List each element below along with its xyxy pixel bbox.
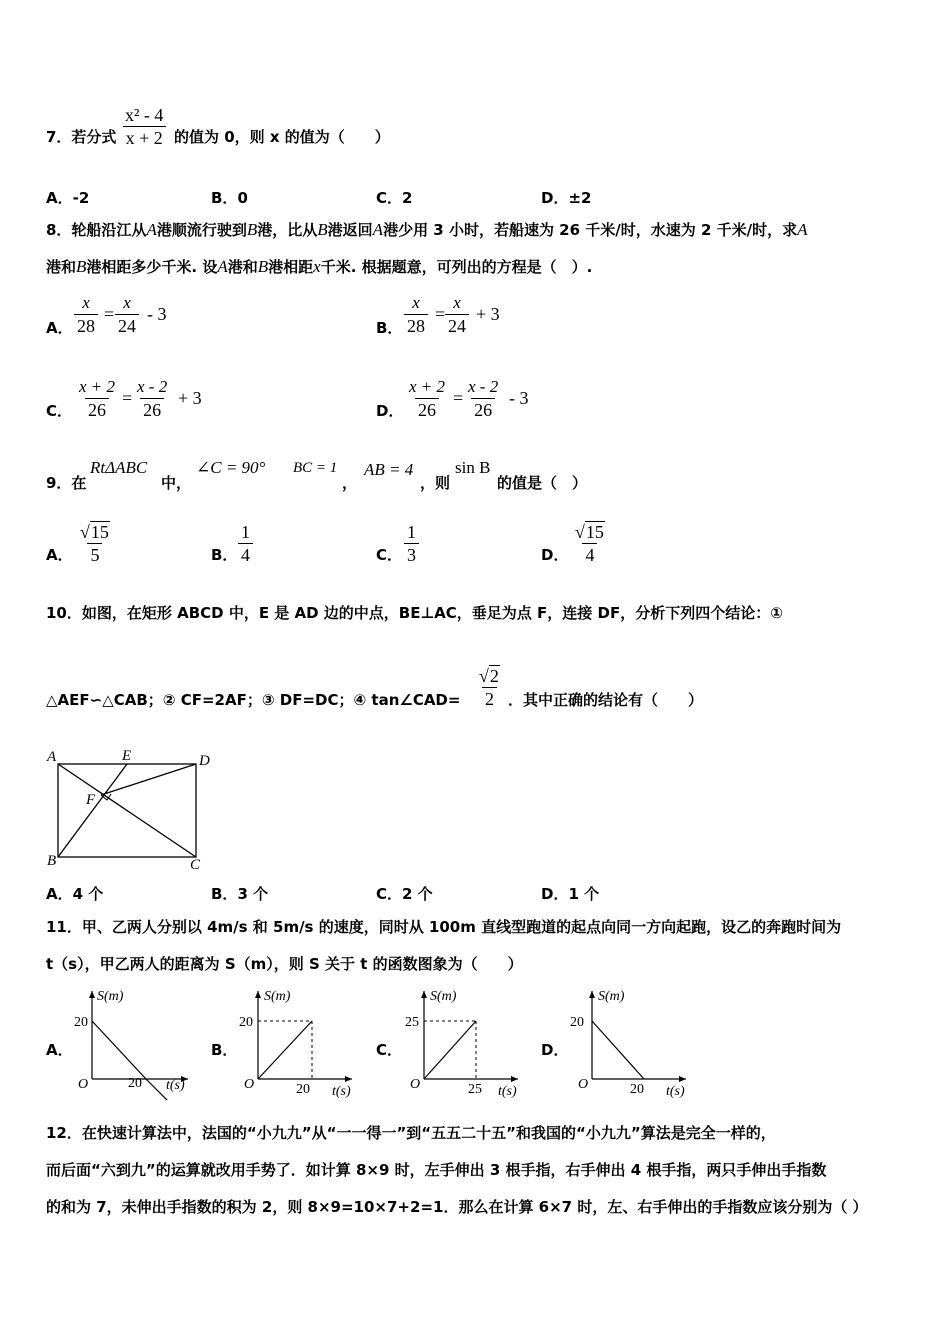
frac-num: √15 [575,522,604,542]
option-text: 4 个 [72,885,104,903]
q10-frac [476,665,503,710]
q7-option-a[interactable] [46,187,89,208]
q8-line2 [46,257,592,277]
option-text: 2 [402,189,413,207]
q9-option-a-label[interactable]: A． [46,546,73,564]
q8-option-d-label[interactable]: D． [376,402,404,420]
q8-l2-x: x [313,257,321,276]
q12-line2: 而后面“六到九”的运算就改用手势了．如计算 8×9 时，左手伸出 3 根手指，右手伸出 4 根手指，两只手伸出手指数 [46,1161,827,1179]
q8-l1b: 港顺流行驶到 [156,221,247,239]
sqrt-radicand: 2 [489,666,499,686]
q9-d-frac [572,521,608,566]
q7-fraction [122,104,166,149]
q8-l2-A: A [217,257,228,276]
q9-suffix: 的值是（ ） [497,474,588,492]
q8-a-frac1 [74,292,98,337]
equals-sign: = [122,388,133,408]
q7-frac-num: x² - 4 [125,105,164,125]
q8-l2b: 港相距多少千米. 设 [86,258,218,276]
x-label: t(s) [498,1084,517,1099]
q8-l2e: 千米. 根据题意，可列出的方程是（ ）. [320,258,593,276]
q8-b-frac2 [445,292,469,337]
y-tick: 20 [570,1015,584,1030]
y-label: S(m) [598,989,625,1004]
diagonal-ac [58,764,196,857]
frac-num: x [412,293,420,312]
y-label: S(m) [97,989,124,1004]
y-label: S(m) [264,989,291,1004]
label-f: F [86,792,96,808]
q7-frac-den: x + 2 [123,126,166,149]
q8-l2c: 港和 [227,258,258,276]
frac-num: √15 [80,522,109,542]
label-b: B [47,853,57,869]
q8-l1-B1: B [246,220,258,239]
equals-sign: = [104,304,115,324]
option-text: 1 个 [568,885,600,903]
q8-l1-A1: A [146,220,157,239]
q8-c-frac1 [76,376,118,421]
frac-num: x - 2 [137,377,168,396]
option-label: C． [376,189,403,207]
segment-be [58,764,127,857]
x-tick: 20 [128,1076,142,1091]
q8-l2a: 港和 [46,258,77,276]
x-label: t(s) [666,1084,685,1099]
q8-d-frac1 [406,376,448,421]
option-text: 2 个 [402,885,433,903]
label-c: C [190,857,201,871]
frac-den: 3 [404,543,419,566]
q7-prefix: 7．若分式 [46,128,117,146]
label-a: A [47,749,57,765]
x-tick: 20 [630,1082,644,1097]
q8-c-tail: + 3 [178,388,202,408]
q9-sinb: sin B [455,458,491,477]
q9-option-b-label[interactable]: B． [211,546,238,564]
q9-option-d-label[interactable]: D． [541,546,569,564]
origin-label: O [578,1077,589,1092]
q7-option-d[interactable] [541,187,591,208]
q8-l1a: 8．轮船沿江从 [46,221,147,239]
option-text: 3 个 [237,885,269,903]
frac-den: 28 [404,314,428,337]
graph-line-ext [146,1079,168,1100]
q7-suffix: 的值为 0，则 x 的值为（ ） [174,128,390,146]
frac-num: 1 [407,522,416,542]
q11-option-a-label[interactable]: A． [46,1041,73,1059]
frac-den: 4 [582,543,597,566]
frac-num: x - 2 [468,377,499,396]
option-text: 0 [237,189,248,207]
frac-den: 24 [445,314,469,337]
q8-l2-B: B [76,257,87,276]
q8-a-frac2 [115,292,139,337]
frac-num: x [123,293,131,312]
x-arrow [511,1076,518,1082]
q8-option-b-label[interactable]: B． [376,319,403,337]
graph-line [258,1021,312,1079]
q9-mid2: ，则 [420,474,451,492]
frac-num: x [453,293,461,312]
option-label: B． [211,189,238,207]
frac-den: 26 [415,398,439,421]
x-arrow [345,1076,352,1082]
q8-l1-A3: A [797,220,808,239]
q7-option-b[interactable] [211,187,248,208]
origin-label: O [244,1077,255,1092]
q10-line2b: ．其中正确的结论有（ ） [508,691,704,709]
option-label: D． [541,885,569,903]
q8-d-frac2 [465,376,501,421]
q11-graph-a [70,985,195,1100]
q8-l2d: 港相距 [268,258,314,276]
q8-l1c: 港，比从 [257,221,318,239]
graph-line [424,1021,476,1079]
q9-angle: ∠C = 90° [196,458,266,477]
frac-num: x + 2 [79,377,116,396]
sqrt-radicand: 15 [90,522,109,542]
x-label: t(s) [166,1078,185,1093]
y-label: S(m) [430,989,457,1004]
option-label: A． [46,189,73,207]
q12-line3: 的和为 7，未伸出手指数的积为 2，则 8×9=10×7+2=1．那么在计算 6×7 时，左、右手伸出的手指数应该分别为（ ） [46,1198,868,1216]
q8-line1 [46,220,808,240]
q10-option-d[interactable] [541,883,599,904]
frac-den: 26 [85,398,109,421]
label-d: D [199,753,210,769]
q8-l1-B2: B [317,220,328,239]
y-arrow [589,991,595,998]
origin-label: O [78,1077,89,1092]
frac-num: x [82,293,90,312]
q7-option-c[interactable] [376,187,412,208]
graph-line [92,1021,146,1079]
q9-comma: ， [342,474,358,492]
graph-line [592,1021,644,1079]
q9-mid1: 中， [161,474,192,492]
q8-option-a-label[interactable]: A． [46,319,73,337]
q9-bc: BC = 1 [293,460,338,476]
q10-line2a: △AEF∽△CAB；② CF=2AF；③ DF=DC；④ tan∠CAD= [46,691,461,709]
q8-l1e: 港少用 3 小时，若船速为 26 千米/时，水速为 2 千米/时，求 [383,221,798,239]
frac-den: 4 [238,543,253,566]
equals-sign: = [453,388,464,408]
option-text: -2 [72,189,90,207]
x-tick: 20 [296,1082,310,1097]
q11-option-c-label[interactable]: C． [376,1041,403,1059]
option-label: C． [376,885,403,903]
q8-l1-A2: A [372,220,384,239]
y-tick: 20 [74,1015,88,1030]
x-tick: 25 [468,1082,482,1097]
q10-option-c[interactable] [376,883,433,904]
q9-b-frac [238,521,253,566]
q11-line2: t（s），甲乙两人的距离为 S（m），则 S 关于 t 的函数图象为（ ） [46,955,523,973]
q9-triangle: RtΔABC [90,458,148,477]
frac-den: 24 [115,314,139,337]
q11-graph-b [234,985,359,1100]
q9-a-frac [77,521,113,566]
option-text: ±2 [568,189,592,207]
frac-den: 2 [482,687,497,710]
x-label: t(s) [332,1084,351,1099]
q10-option-a[interactable] [46,883,103,904]
frac-num: x + 2 [409,377,446,396]
y-arrow [421,991,427,998]
q12-line1: 12．在快速计算法中，法国的“小九九”从“一一得一”到“五五二十五”和我国的“小九九”算法是完全一样的， [46,1124,776,1142]
q9-option-c-label[interactable]: C． [376,546,403,564]
frac-den: 5 [87,543,102,566]
q11-option-b-label[interactable]: B． [211,1041,238,1059]
q8-a-tail: - 3 [147,304,167,324]
q8-d-tail: - 3 [509,388,529,408]
q8-option-c-label[interactable]: C． [46,402,73,420]
q10-rectangle-figure [44,745,214,871]
label-e: E [122,748,132,764]
frac-num: √2 [479,666,499,686]
q9-prefix: 9．在 [46,474,87,492]
frac-num: 1 [241,522,250,542]
y-arrow [89,991,95,998]
q8-b-tail: + 3 [476,304,500,324]
q8-b-frac1 [404,292,428,337]
q9-ab: AB = 4 [364,460,414,479]
q8-l1d: 港返回 [327,221,373,239]
q10-option-b[interactable] [211,883,268,904]
y-tick: 25 [405,1015,419,1030]
frac-den: 26 [471,398,495,421]
q11-option-d-label[interactable]: D． [541,1041,569,1059]
q11-line1: 11．甲、乙两人分别以 4m/s 和 5m/s 的速度，同时从 100m 直线型跑道的起点向同一方向起跑，设乙的奔跑时间为 [46,918,842,936]
x-arrow [679,1076,686,1082]
frac-den: 28 [74,314,98,337]
option-label: D． [541,189,569,207]
q8-c-frac2 [134,376,170,421]
q11-graph-c [400,985,525,1100]
q9-c-frac [404,521,419,566]
sqrt-radicand: 15 [585,522,604,542]
q11-graph-d [568,985,693,1100]
q10-line1: 10．如图，在矩形 ABCD 中，E 是 AD 边的中点，BE⊥AC，垂足为点 F，连接 DF，分析下列四个结论：① [46,604,783,622]
frac-den: 26 [140,398,164,421]
option-label: A． [46,885,73,903]
q8-l2-B2: B [257,257,269,276]
option-label: B． [211,885,238,903]
equals-sign: = [435,304,446,324]
origin-label: O [410,1077,421,1092]
y-tick: 20 [239,1015,253,1030]
y-arrow [255,991,261,998]
